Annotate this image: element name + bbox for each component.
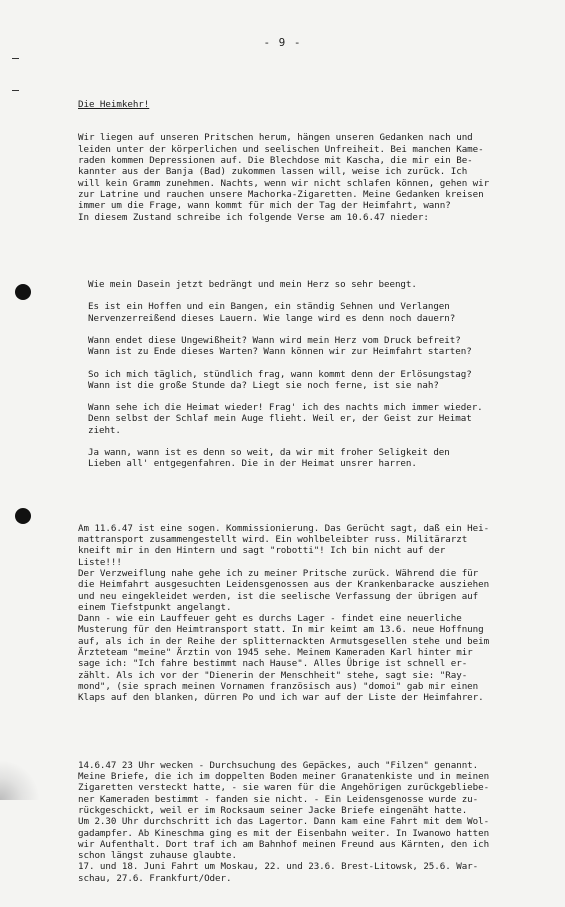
text-line: Am 11.6.47 ist eine sogen. Kommissionierung. Das Gerücht sagt, daß ein Hei- bbox=[78, 522, 490, 534]
text-line: will kein Gramm zunehmen. Nachts, wenn wir nicht schlafen können, gehen wir bbox=[78, 177, 490, 189]
poem-stanza bbox=[78, 279, 548, 290]
poem-stanza bbox=[78, 301, 548, 324]
text-line: rückgeschickt, weil er im Rocksaum seiner Jacke Briefe eingenäht hatte. bbox=[78, 804, 468, 816]
punch-hole bbox=[15, 284, 31, 300]
text-line: Musterung für den Heimtransport statt. In mir keimt am 13.6. neue Hoffnung bbox=[78, 624, 484, 636]
text-line: zur Latrine und rauchen unsere Machorka-Zigaretten. Meine Gedanken kreisen bbox=[78, 188, 484, 200]
text-line: kneift mir in den Hintern und sagt "robotti"! Ich bin nicht auf der bbox=[78, 545, 446, 557]
text-line: gadampfer. Ab Kineschma ging es mit der Eisenbahn weiter. In Iwanowo hatten bbox=[78, 827, 490, 839]
text-line: Ärzteteam "meine" Ärztin von 1945 sehe. Meinem Kameraden Karl hinter mir bbox=[78, 647, 473, 659]
text-line: 17. und 18. Juni Fahrt um Moskau, 22. und 23.6. Brest-Litowsk, 25.6. War- bbox=[78, 861, 479, 873]
text-line: Wie mein Dasein jetzt bedrängt und mein Herz so sehr beengt. bbox=[88, 279, 417, 291]
text-line: Meine Briefe, die ich im doppelten Boden meiner Granatenkiste und in meinen bbox=[78, 771, 490, 783]
text-line: mattransport zusammengestellt wird. Ein wohlbeleibter russ. Militärarzt bbox=[78, 534, 468, 546]
text-line: So ich mich täglich, stündlich frag, wann kommt denn der Erlösungstag? bbox=[88, 368, 472, 380]
text-line: Dann - wie ein Lauffeuer geht es durchs Lager - findet eine neuerliche bbox=[78, 613, 462, 625]
text-line: und neu eingekleidet werden, ist die seelische Verfassung der übrigen auf bbox=[78, 590, 479, 602]
text-line: Zigaretten versteckt hatte, - sie waren für die Angehörigen zurückgebliebe- bbox=[78, 782, 490, 794]
paragraph-heimfahrt bbox=[78, 760, 548, 884]
text-line: Es ist ein Hoffen und ein Bangen, ein ständig Sehnen und Verlangen bbox=[88, 301, 450, 313]
corner-smudge bbox=[0, 760, 40, 800]
text-line: auf, als ich in der Reihe der splitternackten Armutsgesellen stehe und beim bbox=[78, 635, 490, 647]
text-line: schau, 27.6. Frankfurt/Oder. bbox=[78, 872, 232, 884]
poem-stanza bbox=[78, 335, 548, 358]
section-title: Die Heimkehr! bbox=[78, 98, 150, 110]
text-line: Liste!!! bbox=[78, 556, 122, 568]
text-line: 14.6.47 23 Uhr wecken - Durchsuchung des Gepäckes, auch "Filzen" genannt. bbox=[78, 759, 479, 771]
poem-stanza bbox=[78, 402, 548, 436]
text-line: leiden unter der körperlichen und seelischen Unfreiheit. Bei manchen Kame- bbox=[78, 143, 484, 155]
text-line: Lieben all' entgegenfahren. Die in der Heimat unsrer harren. bbox=[88, 458, 417, 470]
text-line: Nervenzerreißend dieses Lauern. Wie lange wird es denn noch dauern? bbox=[88, 312, 456, 324]
intro-paragraph bbox=[78, 132, 548, 222]
text-line: Ja wann, wann ist es denn so weit, da wir mit froher Seligkeit den bbox=[88, 447, 450, 459]
text-line: Wann ist zu Ende dieses Warten? Wann können wir zur Heimfahrt starten? bbox=[88, 346, 472, 358]
margin-tick-mark bbox=[12, 58, 19, 59]
text-line: kannter aus der Banja (Bad) zukommen lassen will, weise ich zurück. Ich bbox=[78, 166, 468, 178]
text-line: Wann ist die große Stunde da? Liegt sie noch ferne, ist sie nah? bbox=[88, 379, 439, 391]
text-line: sage ich: "Ich fahre bestimmt nach Hause". Alles Übrige ist schnell er- bbox=[78, 658, 468, 670]
margin-tick-mark bbox=[12, 90, 19, 91]
text-line: schon längst zuhause glaubte. bbox=[78, 850, 237, 862]
document-body bbox=[78, 76, 548, 907]
text-line: raden kommen Depressionen auf. Die Blechdose mit Kascha, die mir ein Be- bbox=[78, 155, 473, 167]
text-line: Wann endet diese Ungewißheit? Wann wird mein Herz vom Druck befreit? bbox=[88, 334, 461, 346]
text-line: wir Aufenthalt. Dort traf ich am Bahnhof meinen Freund aus Kärnten, den ich bbox=[78, 838, 490, 850]
poem-stanza bbox=[78, 447, 548, 470]
text-line: In diesem Zustand schreibe ich folgende Verse am 10.6.47 nieder: bbox=[78, 211, 429, 223]
text-line: die Heimfahrt ausgesuchten Leidensgenossen aus der Krankenbaracke ausziehen bbox=[78, 579, 490, 591]
text-line: zählt. Als ich vor der "Dienerin der Menschheit" stehe, sagt sie: "Ray- bbox=[78, 669, 468, 681]
poem bbox=[78, 279, 548, 470]
paragraph-kommissionierung bbox=[78, 523, 548, 704]
text-line: einem Tiefstpunkt angelangt. bbox=[78, 601, 232, 613]
text-line: Um 2.30 Uhr durchschritt ich das Lagertor. Dann kam eine Fahrt mit dem Wol- bbox=[78, 816, 490, 828]
text-line: zieht. bbox=[88, 424, 121, 436]
text-line: Wir liegen auf unseren Pritschen herum, hängen unseren Gedanken nach und bbox=[78, 132, 473, 144]
text-line: Der Verzweiflung nahe gehe ich zu meiner Pritsche zurück. Während die für bbox=[78, 567, 479, 579]
text-line: mond", (sie sprach meinen Vornamen französisch aus) "domoi" gab mir einen bbox=[78, 680, 479, 692]
page-number: - 9 - bbox=[263, 36, 302, 49]
poem-stanza bbox=[78, 369, 548, 392]
text-line: Klaps auf den blanken, dürren Po und ich war auf der Liste der Heimfahrer. bbox=[78, 692, 484, 704]
text-line: Wann sehe ich die Heimat wieder! Frag' ich des nachts mich immer wieder. bbox=[88, 402, 483, 414]
punch-hole bbox=[15, 508, 31, 524]
text-line: ner Kameraden bestimmt - fanden sie nicht. - Ein Leidensgenosse wurde zu- bbox=[78, 793, 479, 805]
text-line: Denn selbst der Schlaf mein Auge flieht. Weil er, der Geist zur Heimat bbox=[88, 413, 472, 425]
text-line: immer um die Frage, wann kommt für mich der Tag der Heimfahrt, wann? bbox=[78, 200, 451, 212]
